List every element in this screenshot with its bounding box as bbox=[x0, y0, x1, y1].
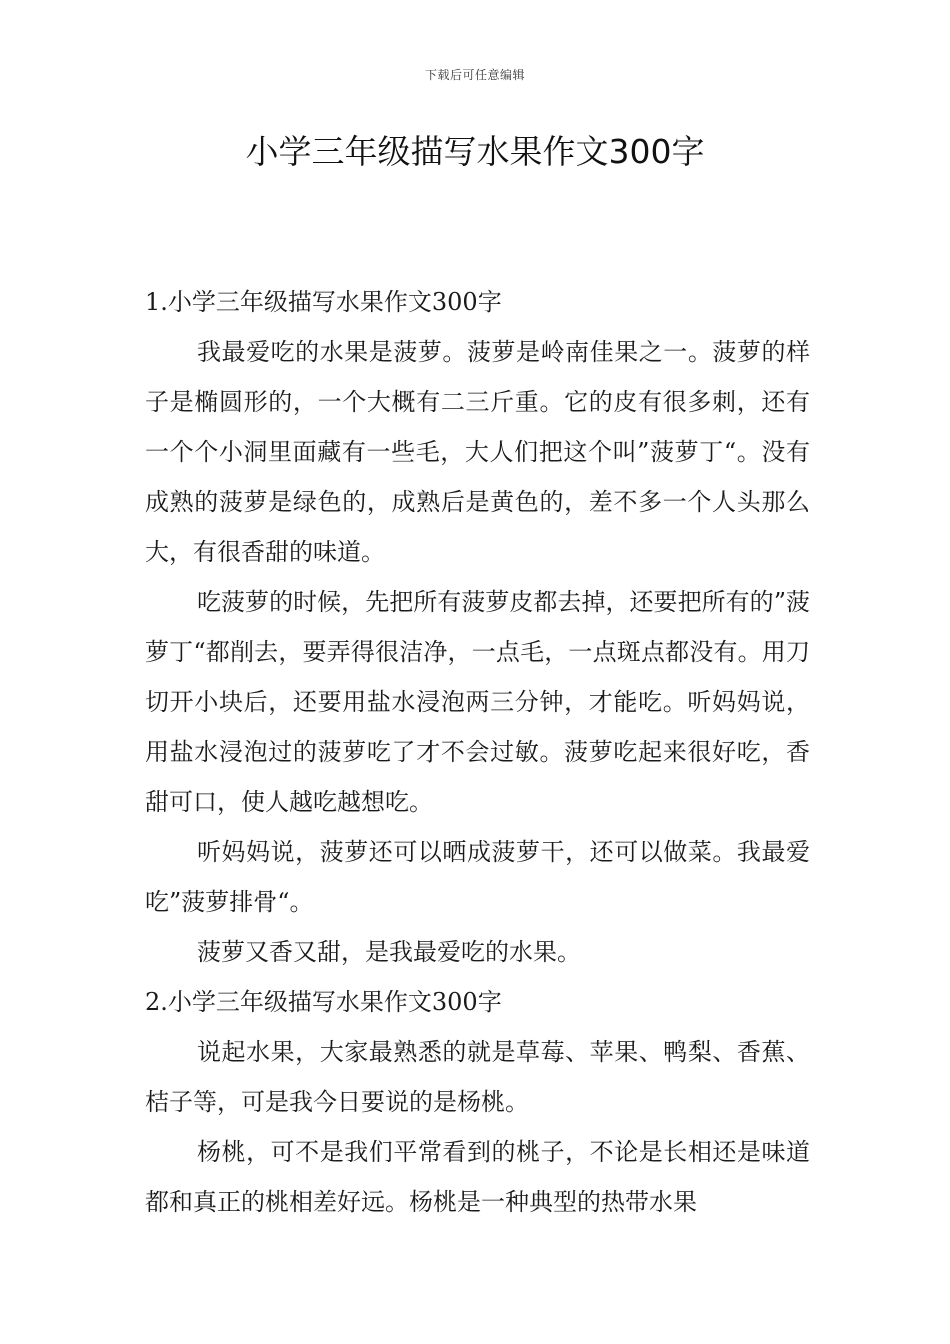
document-body bbox=[145, 277, 810, 1227]
paragraph: 听妈妈说，菠萝还可以晒成菠萝干，还可以做菜。我最爱吃”菠萝排骨“。 bbox=[145, 838, 810, 916]
section-heading: 2.小学三年级描写水果作文300字 bbox=[145, 988, 502, 1016]
paragraph: 我最爱吃的水果是菠萝。菠萝是岭南佳果之一。菠萝的样子是椭圆形的，一个大概有二三斤重。它的皮有很多刺，还有一个个小洞里面藏有一些毛，大人们把这个叫”菠萝丁“。没有成熟的菠萝是绿色的，成熟后是黄色的，差不多一个人头那么大，有很香甜的味道。 bbox=[145, 338, 810, 566]
paragraph: 杨桃，可不是我们平常看到的桃子，不论是长相还是味道都和真正的桃相差好远。杨桃是一种典型的热带水果 bbox=[145, 1138, 810, 1216]
section-heading: 1.小学三年级描写水果作文300字 bbox=[145, 288, 502, 316]
header-note: 下载后可任意编辑 bbox=[424, 68, 525, 82]
paragraph: 菠萝又香又甜，是我最爱吃的水果。 bbox=[197, 938, 581, 966]
paragraph: 说起水果，大家最熟悉的就是草莓、苹果、鸭梨、香蕉、桔子等，可是我今日要说的是杨桃。 bbox=[145, 1038, 810, 1116]
essay-section-2 bbox=[145, 977, 810, 1227]
document-title: 小学三年级描写水果作文300字 bbox=[245, 132, 705, 171]
essay-section-1 bbox=[145, 277, 810, 977]
paragraph: 吃菠萝的时候，先把所有菠萝皮都去掉，还要把所有的”菠萝丁“都削去，要弄得很洁净，一点毛，一点斑点都没有。用刀切开小块后，还要用盐水浸泡两三分钟，才能吃。听妈妈说，用盐水浸泡过的菠萝吃了才不会过敏。菠萝吃起来很好吃，香甜可口，使人越吃越想吃。 bbox=[145, 588, 810, 816]
